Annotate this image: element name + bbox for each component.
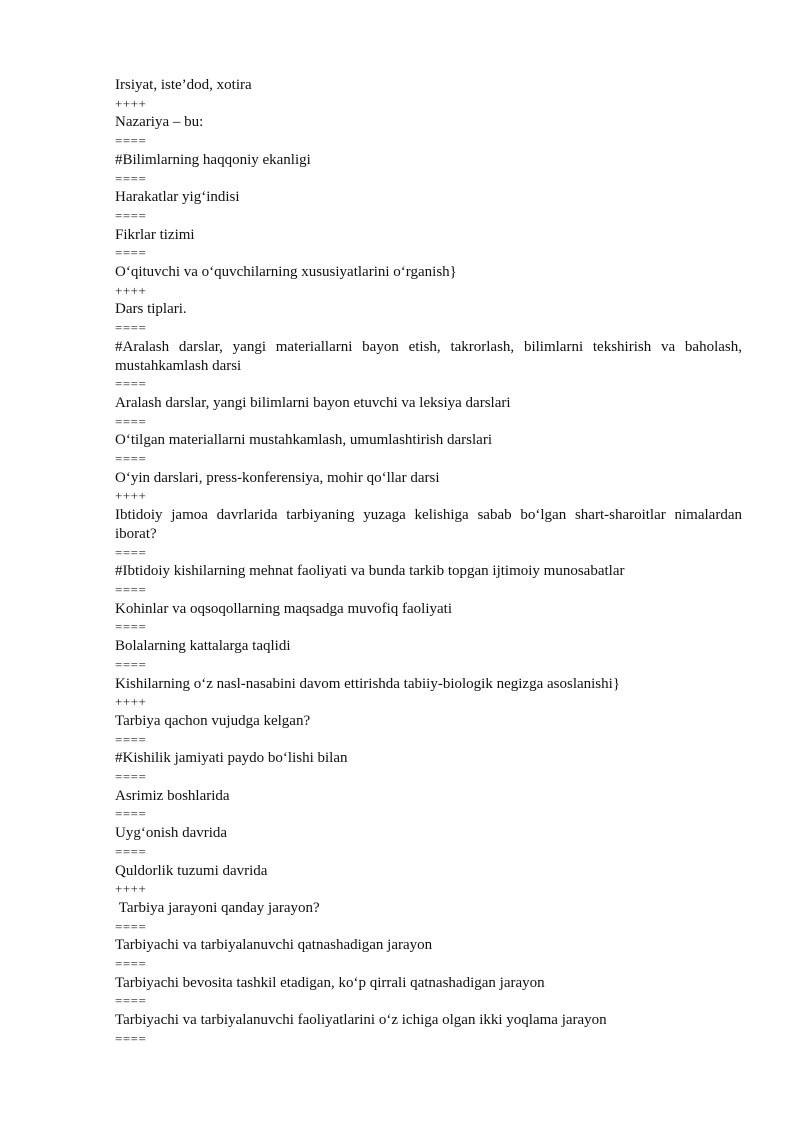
text-line: Fikrlar tizimi <box>115 226 195 243</box>
text-line: Irsiyat, iste’dod, xotira <box>115 77 252 93</box>
separator-line: ==== <box>115 619 147 635</box>
text-line: O‘tilgan materiallarni mustahkamlash, umumlashtirish darslari <box>115 432 492 449</box>
text-line: Kohinlar va oqsoqollarning maqsadga muvofiq faoliyati <box>115 600 453 617</box>
text-line: Quldorlik tuzumi davrida <box>115 862 268 879</box>
text-line: Aralash darslar, yangi bilimlarni bayon etuvchi va leksiya darslari <box>115 394 511 411</box>
separator-line: ==== <box>115 413 147 429</box>
text-line: Tarbiya qachon vujudga kelgan? <box>115 712 311 729</box>
text-line: Uyg‘onish davrida <box>115 825 228 842</box>
text-line: #Kishilik jamiyati paydo bo‘lishi bilan <box>115 750 348 767</box>
separator-line: ==== <box>115 451 147 467</box>
text-line: O‘yin darslari, press-konferensiya, mohir qo‘llar darsi <box>115 469 440 486</box>
text-line: Kishilarning o‘z nasl-nasabini davom ettirishda tabiiy-biologik negizga asoslanishi} <box>115 675 621 692</box>
text-line: Bolalarning kattalarga taqlidi <box>115 638 291 655</box>
text-line: #Bilimlarning haqqoniy ekanligi <box>115 151 311 168</box>
text-line: Tarbiyachi bevosita tashkil etadigan, ko‘p qirrali qatnashadigan jarayon <box>115 974 545 991</box>
text-line: Tarbiyachi va tarbiyalanuvchi qatnashadigan jarayon <box>115 937 433 954</box>
separator-line: ==== <box>115 133 147 149</box>
separator-line: ==== <box>115 544 147 560</box>
separator-line: ++++ <box>115 488 147 504</box>
separator-line: ==== <box>115 1030 147 1046</box>
text-line: Ibtidoiy jamoa davrlarida tarbiyaning yuzaga kelishiga sabab bo‘lgan shart-sharoitlar nimalardan iborat? <box>115 507 746 542</box>
separator-line: ==== <box>115 993 147 1009</box>
separator-line: ++++ <box>115 881 147 897</box>
separator-line: ==== <box>115 245 147 261</box>
text-line: #Ibtidoiy kishilarning mehnat faoliyati va bunda tarkib topgan ijtimoiy munosabatlar <box>115 563 625 580</box>
separator-line: ==== <box>115 918 147 934</box>
separator-line: ==== <box>115 731 147 747</box>
separator-line: ==== <box>115 581 147 597</box>
separator-line: ==== <box>115 376 147 392</box>
document-page <box>115 76 746 1049</box>
separator-line: ++++ <box>115 282 147 298</box>
text-line: Tarbiyachi va tarbiyalanuvchi faoliyatlarini o‘z ichiga olgan ikki yoqlama jarayon <box>115 1012 607 1029</box>
text-line: O‘qituvchi va o‘quvchilarning xususiyatlarini o‘rganish} <box>115 264 457 281</box>
separator-line: ==== <box>115 170 147 186</box>
separator-line: ==== <box>115 806 147 822</box>
separator-line: ==== <box>115 956 147 972</box>
text-line: #Aralash darslar, yangi materiallarni bayon etish, takrorlash, bilimlarni tekshirish va baholash, mustahkamlash darsi <box>115 338 746 374</box>
text-line: Tarbiya jarayoni qanday jarayon? <box>115 899 320 916</box>
text-line: Asrimiz boshlarida <box>115 787 230 804</box>
separator-line: ==== <box>115 656 147 672</box>
separator-line: ==== <box>115 207 147 223</box>
separator-line: ==== <box>115 320 147 336</box>
separator-line: ==== <box>115 843 147 859</box>
text-line: Harakatlar yig‘indisi <box>115 189 240 206</box>
separator-line: ==== <box>115 769 147 785</box>
separator-line: ++++ <box>115 694 147 710</box>
text-line: Nazariya – bu: <box>115 114 204 131</box>
separator-line: ++++ <box>115 95 147 111</box>
text-line: Dars tiplari. <box>115 301 187 318</box>
